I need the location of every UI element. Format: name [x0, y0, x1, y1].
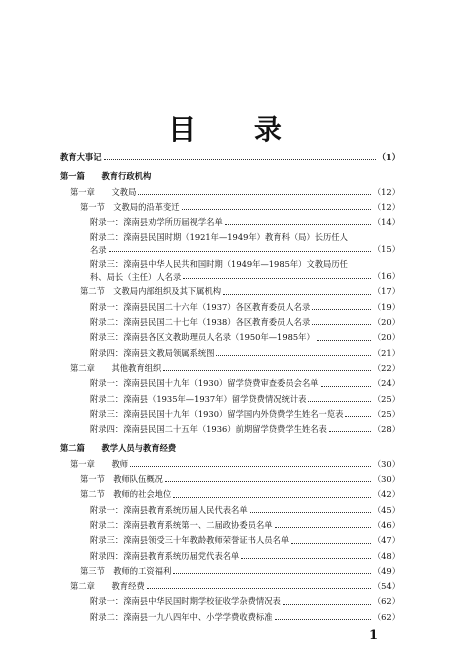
toc-entry-title: 第二节 教师的社会地位 — [80, 489, 172, 500]
toc-entry-page: （28） — [372, 424, 400, 435]
toc-entry-page: （47） — [372, 535, 400, 546]
dot-leader — [308, 401, 370, 402]
toc-entry-title: 附录三：滦南县各区文教助理员人名录（1950年—1985年） — [90, 332, 315, 343]
toc-entry-title: 附录一：滦南县民国二十六年（1937）各区教育委员人名录 — [90, 301, 311, 312]
toc-entry-page: （17） — [372, 286, 400, 297]
toc-entry-title: 第二章 其他教育组织 — [70, 362, 162, 373]
toc-entry-title: 教育大事记 — [60, 152, 102, 162]
toc-entry — [60, 315, 400, 330]
toc-entry-title: 第三节 教师的工资福利 — [80, 565, 172, 576]
toc-entry-page: （20） — [372, 332, 400, 343]
dot-leader — [291, 543, 371, 544]
toc-entry-title: 附录二：滦南县教育系统第一、二届政协委员名单 — [90, 519, 273, 530]
toc-entry-page: （42） — [372, 489, 400, 500]
toc-entry — [60, 361, 400, 376]
toc-entry-title: 附录一：滦南县劝学所历届视学名单 — [90, 217, 223, 228]
toc-entry-title: 第二章 教育经费 — [70, 581, 145, 592]
toc-entry-title: 第一章 教师 — [70, 458, 129, 469]
toc-entry — [60, 215, 400, 230]
dot-leader — [223, 294, 371, 295]
toc-entry-page: （1） — [377, 152, 400, 162]
toc-entry-title: 附录三：滦南县中华人民共和国时期（1949年—1985年）文教局历任科、局长（主任）人名录 — [90, 259, 348, 283]
toc-entry — [60, 376, 400, 391]
page-title: 目 录 — [168, 113, 306, 146]
toc-entry-page: （25） — [372, 408, 400, 419]
toc-entry — [60, 579, 400, 594]
toc-entry-page: （30） — [372, 458, 400, 469]
toc-entry-page: （15） — [372, 244, 400, 255]
toc-entry-title: 第二节 文教局内部组织及其下属机构 — [80, 286, 222, 297]
toc-entry — [60, 487, 400, 502]
toc-entry — [60, 564, 400, 579]
toc-entry — [60, 330, 400, 345]
toc-entry-title: 第一节 教师队伍概况 — [80, 474, 163, 485]
dot-leader — [283, 604, 371, 605]
toc-entry-title: 附录三：滦南县民国十九年（1930）留学国内外贷费学生姓名一览表 — [90, 408, 344, 419]
toc-entry-page: （62） — [372, 611, 400, 622]
toc-entry-page: （22） — [372, 362, 400, 373]
toc-entry — [60, 284, 400, 299]
toc-entry-page: （62） — [372, 596, 400, 607]
toc-entry-page: （54） — [372, 581, 400, 592]
toc-entry-page: （19） — [372, 301, 400, 312]
toc-entry-page: （21） — [372, 347, 400, 358]
toc-entry-title: 附录二：滦南县民国二十七年（1938）各区教育委员人名录 — [90, 317, 311, 328]
dot-leader — [138, 194, 370, 195]
toc-entry-page: （49） — [372, 565, 400, 576]
toc-entry-page: （25） — [372, 393, 400, 404]
toc-entry — [60, 392, 400, 407]
dot-leader — [312, 324, 371, 325]
page-number: 1 — [368, 628, 378, 643]
toc-entry-page: （30） — [372, 474, 400, 485]
toc-entry-page: （20） — [372, 317, 400, 328]
dot-leader — [345, 416, 370, 417]
toc-entry-title: 附录二：滦南县一九八四年中、小学学费收费标准 — [90, 611, 273, 622]
dot-leader — [165, 481, 371, 482]
toc-entry-title: 第一篇 教育行政机构 — [60, 171, 152, 182]
toc-entry — [60, 185, 400, 200]
toc-entry-title: 附录四：滦南县教育系统历届党代表名单 — [90, 550, 240, 561]
toc-entry — [60, 594, 400, 609]
toc-entry — [60, 422, 400, 437]
dot-leader — [225, 224, 371, 225]
toc-entry-page: （12） — [372, 186, 400, 197]
toc-entry — [60, 300, 400, 315]
dot-leader — [321, 386, 371, 387]
toc-entry-page: （48） — [372, 550, 400, 561]
toc-entry — [60, 549, 400, 564]
toc-entry — [60, 200, 400, 215]
toc-entry — [60, 257, 400, 284]
toc-entry — [60, 169, 400, 184]
toc-entry-title: 附录一：滦南县中华民国时期学校征收学杂费情况表 — [90, 596, 281, 607]
dot-leader — [130, 466, 371, 467]
toc-entry-page: （14） — [372, 217, 400, 228]
dot-leader — [250, 512, 371, 513]
toc-entry-title: 附录二：滦南县民国时期（1921年—1949年）教育科（局）长历任人名录 — [90, 232, 348, 256]
toc-entry — [60, 533, 400, 548]
table-of-contents — [60, 150, 400, 625]
dot-leader — [329, 431, 371, 432]
dot-leader — [173, 497, 371, 498]
toc-entry — [60, 230, 400, 257]
dot-leader — [241, 558, 370, 559]
toc-entry-page: （46） — [372, 519, 400, 530]
toc-entry-title: 附录二：滦南县（1935年—1937年）留学贷费情况统计表 — [90, 393, 307, 404]
toc-entry — [60, 150, 400, 165]
dot-leader — [147, 588, 371, 589]
toc-entry — [60, 457, 400, 472]
dot-leader — [104, 159, 376, 160]
dot-leader — [216, 355, 370, 356]
toc-entry — [60, 441, 400, 456]
dot-leader — [163, 370, 371, 371]
dot-leader — [109, 251, 371, 252]
dot-leader — [275, 527, 371, 528]
toc-entry-title: 第一章 文教局 — [70, 186, 137, 197]
toc-entry-title: 附录一：滦南县教育系统历届人民代表名单 — [90, 504, 248, 515]
toc-entry-title: 附录四：滦南县民国二十五年（1936）前期留学贷费学生姓名表 — [90, 424, 327, 435]
toc-entry-title: 附录四：滦南县文教局领属系统图 — [90, 347, 215, 358]
dot-leader — [275, 619, 371, 620]
dot-leader — [317, 340, 371, 341]
toc-entry — [60, 503, 400, 518]
toc-entry-page: （16） — [372, 271, 400, 282]
dot-leader — [312, 309, 371, 310]
toc-entry-page: （24） — [372, 378, 400, 389]
toc-entry-page: （12） — [372, 201, 400, 212]
dot-leader — [182, 209, 371, 210]
toc-entry-title: 附录一：滦南县民国十九年（1930）留学贷费审查委员会名单 — [90, 378, 319, 389]
toc-entry — [60, 518, 400, 533]
toc-entry — [60, 610, 400, 625]
dot-leader — [183, 278, 371, 279]
toc-entry — [60, 472, 400, 487]
toc-entry-page: （45） — [372, 504, 400, 515]
dot-leader — [173, 573, 371, 574]
toc-entry-title: 附录三：滦南县领受三十年教龄教师荣誉证书人员名单 — [90, 535, 290, 546]
toc-entry — [60, 407, 400, 422]
toc-entry — [60, 346, 400, 361]
toc-entry-title: 第二篇 教学人员与教育经费 — [60, 443, 177, 454]
toc-entry-title: 第一节 文教局的沿革变迁 — [80, 201, 180, 212]
